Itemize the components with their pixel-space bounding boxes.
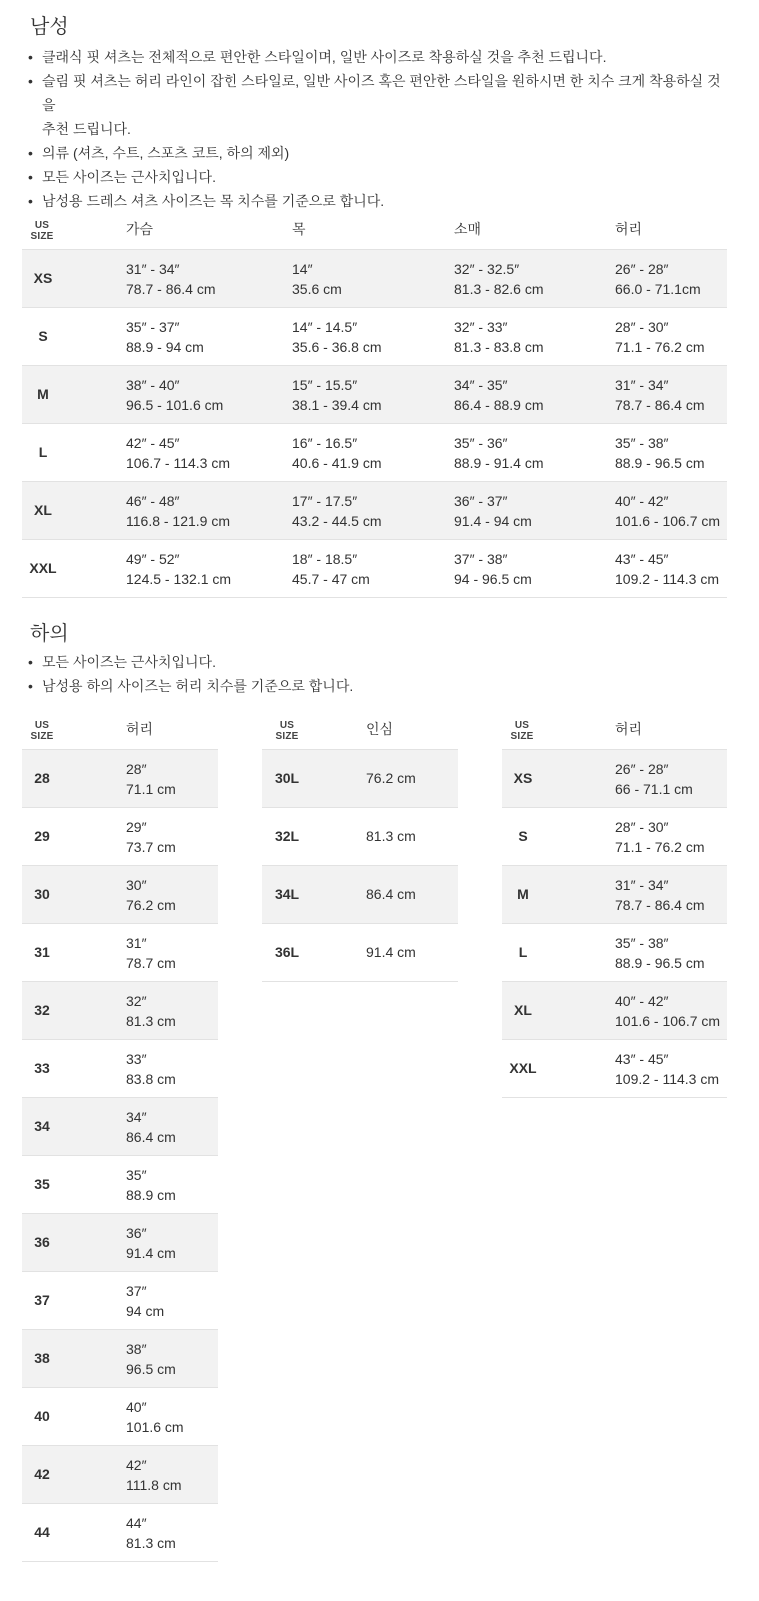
measurement-cm: 96.5 - 101.6 cm (126, 397, 224, 413)
measurement-inches: 35″ - 37″ (126, 319, 180, 335)
measurement-cm: 38.1 - 39.4 cm (292, 397, 382, 413)
waist-header: 허리 (615, 221, 643, 237)
measurement-cell (615, 549, 719, 589)
size-label: 42 (34, 1466, 50, 1482)
measurement-cell (454, 259, 544, 299)
measurement-cell (126, 1397, 184, 1437)
measurement-cm: 111.8 cm (126, 1477, 182, 1493)
measurement-inches: 29″ (126, 819, 147, 835)
table-row (502, 750, 727, 808)
size-label: 37 (34, 1292, 50, 1308)
us-size-header (22, 720, 62, 742)
bottoms-note: • 모든 사이즈는 근사치입니다. (22, 650, 722, 674)
size-label: 28 (34, 770, 50, 786)
measurement-cell (126, 1165, 176, 1205)
measurement-cell (292, 375, 382, 415)
table-row (22, 1156, 218, 1214)
measurement-cm: 124.5 - 132.1 cm (126, 571, 232, 587)
mens-note: • 의류 (셔츠, 수트, 스포츠 코트, 하의 제외) (22, 141, 722, 165)
bottoms-waist-table-body (22, 750, 218, 1562)
size-label: XXL (509, 1060, 537, 1076)
measurement-inches: 35″ (126, 1167, 147, 1183)
measurement-cm: 71.1 - 76.2 cm (615, 839, 705, 855)
measurement-inches: 42″ (126, 1457, 147, 1473)
measurement-inches: 32″ - 32.5″ (454, 261, 520, 277)
size-label: S (518, 828, 528, 844)
measurement-cm: 86.4 cm (126, 1129, 176, 1145)
size-label: S (38, 328, 48, 344)
measurement-cm: 101.6 - 106.7 cm (615, 1013, 721, 1029)
table-row (22, 924, 218, 982)
measurement-inches: 36″ (126, 1225, 147, 1241)
size-label: 36 (34, 1234, 50, 1250)
measurement-inches: 18″ - 18.5″ (292, 551, 358, 567)
sleeve-header: 소매 (454, 221, 482, 237)
table-row (22, 1446, 218, 1504)
table-row (502, 1040, 727, 1098)
measurement-inches: 35″ - 38″ (615, 935, 669, 951)
measurement-inches: 43″ - 45″ (615, 1051, 669, 1067)
mens-notes-list (22, 45, 722, 213)
size-label: 35 (34, 1176, 50, 1192)
size-label: 38 (34, 1350, 50, 1366)
measurement-inches: 28″ - 30″ (615, 319, 669, 335)
measurement-inches: 40″ - 42″ (615, 993, 669, 1009)
table-row (22, 750, 218, 808)
measurement-inches: 31″ - 34″ (126, 261, 180, 277)
measurement-inches: 32″ - 33″ (454, 319, 508, 335)
table-row (22, 1040, 218, 1098)
measurement-cell (126, 491, 230, 531)
bottoms-inseam-table-header (262, 715, 458, 750)
measurement-inches: 14″ - 14.5″ (292, 319, 358, 335)
measurement-cm: 94 cm (126, 1303, 165, 1319)
us-size-header-line1: US (34, 220, 50, 231)
bottoms-section-title: 하의 (30, 623, 69, 645)
measurement-inches: 38″ (126, 1341, 147, 1357)
measurement-cell (126, 1281, 164, 1321)
table-row (22, 424, 727, 482)
measurement-cm: 88.9 - 94 cm (126, 339, 204, 355)
us-size-header-line1: US (34, 720, 50, 731)
table-row (22, 1330, 218, 1388)
neck-header: 목 (292, 221, 306, 237)
size-label: XL (34, 502, 52, 518)
mens-section-title: 남성 (30, 16, 69, 38)
inseam-header: 인심 (366, 721, 394, 737)
measurement-cell (126, 1455, 182, 1495)
waist-header: 허리 (615, 721, 643, 737)
us-size-header-line2: SIZE (30, 231, 54, 242)
measurement-cm: 76.2 cm (126, 897, 176, 913)
measurement-cm: 78.7 - 86.4 cm (615, 397, 705, 413)
measurement-cell (126, 549, 231, 589)
table-row (502, 866, 727, 924)
table-row (22, 308, 727, 366)
measurement-inches: 35″ - 38″ (615, 435, 669, 451)
measurement-cm: 81.3 - 82.6 cm (454, 281, 544, 297)
bottoms-inseam-table-body (262, 750, 458, 982)
measurement-inches: 44″ (126, 1515, 147, 1531)
measurement-cm: 73.7 cm (126, 839, 176, 855)
measurement-cm: 106.7 - 114.3 cm (126, 455, 231, 471)
waist-header: 허리 (126, 721, 154, 737)
table-row (262, 750, 458, 808)
measurement-cell (292, 317, 382, 357)
size-label: XXL (29, 560, 57, 576)
measurement-cm: 78.7 - 86.4 cm (615, 897, 705, 913)
measurement-cm: 76.2 cm (366, 770, 416, 786)
mens-note-continued-text: 추천 드립니다. (42, 121, 131, 137)
size-label: M (37, 386, 49, 402)
measurement-cell (292, 259, 342, 299)
table-row (262, 808, 458, 866)
us-size-header (502, 720, 542, 742)
measurement-cell (615, 317, 705, 357)
measurement-inches: 40″ - 42″ (615, 493, 669, 509)
measurement-inches: 35″ - 36″ (454, 435, 508, 451)
size-label: 32L (274, 828, 300, 844)
measurement-inches: 31″ (126, 935, 147, 951)
measurement-cm: 81.3 cm (126, 1013, 176, 1029)
table-row (22, 1388, 218, 1446)
size-label: 34L (274, 886, 300, 902)
measurement-cell (454, 433, 544, 473)
measurement-cm: 35.6 - 36.8 cm (292, 339, 382, 355)
measurement-cell (126, 817, 176, 857)
measurement-cell (454, 491, 532, 531)
measurement-inches: 34″ (126, 1109, 147, 1125)
measurement-cm: 83.8 cm (126, 1071, 176, 1087)
us-size-header-line2: SIZE (510, 731, 534, 742)
measurement-inches: 43″ - 45″ (615, 551, 669, 567)
measurement-cm: 81.3 cm (126, 1535, 176, 1551)
us-size-header (267, 720, 307, 742)
measurement-inches: 32″ (126, 993, 147, 1009)
table-row (22, 540, 727, 598)
bottoms-notes-list (22, 650, 722, 698)
measurement-inches: 31″ - 34″ (615, 377, 669, 393)
measurement-inches: 28″ (126, 761, 147, 777)
us-size-header-line1: US (514, 720, 530, 731)
size-label: 30L (274, 770, 300, 786)
table-row (502, 924, 727, 982)
bottoms-waist-table (22, 715, 218, 1562)
mens-note: • 남성용 드레스 셔츠 사이즈는 목 치수를 기준으로 합니다. (22, 189, 722, 213)
size-label: 32 (34, 1002, 50, 1018)
measurement-cell (615, 375, 705, 415)
size-label: XS (33, 270, 53, 286)
measurement-cell (126, 991, 176, 1031)
measurement-cm: 71.1 - 76.2 cm (615, 339, 705, 355)
measurement-cell (615, 875, 705, 915)
measurement-inches: 30″ (126, 877, 147, 893)
measurement-cell (615, 991, 720, 1031)
measurement-inches: 16″ - 16.5″ (292, 435, 358, 451)
measurement-inches: 26″ - 28″ (615, 761, 669, 777)
mens-note-continued (22, 117, 722, 141)
table-row (502, 808, 727, 866)
measurement-cell (454, 549, 532, 589)
measurement-inches: 37″ (126, 1283, 147, 1299)
measurement-inches: 40″ (126, 1399, 147, 1415)
chest-header: 가슴 (126, 221, 154, 237)
measurement-inches: 26″ - 28″ (615, 261, 669, 277)
measurement-inches: 15″ - 15.5″ (292, 377, 358, 393)
measurement-cell (126, 759, 176, 799)
measurement-cell (292, 491, 382, 531)
measurement-cm: 109.2 - 114.3 cm (615, 1071, 720, 1087)
table-row (22, 866, 218, 924)
bottoms-alpha-table-header (502, 715, 727, 750)
measurement-cell (454, 317, 544, 357)
measurement-cell (292, 549, 370, 589)
bottoms-note: • 남성용 하의 사이즈는 허리 치수를 기준으로 합니다. (22, 674, 722, 698)
measurement-cell (126, 933, 176, 973)
measurement-inches: 49″ - 52″ (126, 551, 180, 567)
measurement-cm: 96.5 cm (126, 1361, 176, 1377)
measurement-cm: 88.9 - 91.4 cm (454, 455, 544, 471)
measurement-inches: 38″ - 40″ (126, 377, 180, 393)
table-row (262, 924, 458, 982)
measurement-cm: 66.0 - 71.1cm (615, 281, 701, 297)
measurement-inches: 14″ (292, 261, 313, 277)
measurement-cm: 116.8 - 121.9 cm (126, 513, 231, 529)
size-label: XL (514, 1002, 532, 1018)
mens-note: • 모든 사이즈는 근사치입니다. (22, 165, 722, 189)
bottoms-inseam-table (262, 715, 458, 982)
measurement-cell (126, 1339, 176, 1379)
size-label: 31 (34, 944, 50, 960)
measurement-cm: 88.9 cm (126, 1187, 176, 1203)
measurement-cell (126, 875, 176, 915)
table-row (22, 250, 727, 308)
size-label: 36L (274, 944, 300, 960)
size-label: 29 (34, 828, 50, 844)
measurement-cm: 101.6 cm (126, 1419, 184, 1435)
size-label: 30 (34, 886, 50, 902)
measurement-cm: 43.2 - 44.5 cm (292, 513, 382, 529)
mens-table-header (22, 215, 727, 250)
measurement-cell (615, 759, 693, 799)
table-row (502, 982, 727, 1040)
measurement-cm: 86.4 cm (366, 886, 416, 902)
measurement-cell (126, 1107, 176, 1147)
mens-note: • 슬림 핏 셔츠는 허리 라인이 잡힌 스타일로, 일반 사이즈 혹은 편안한 스타일을 원하시면 한 치수 크게 착용하실 것을 (22, 69, 722, 117)
measurement-cm: 101.6 - 106.7 cm (615, 513, 721, 529)
measurement-cell (126, 375, 223, 415)
measurement-cm: 94 - 96.5 cm (454, 571, 532, 587)
us-size-header-line1: US (279, 720, 295, 731)
measurement-cell (126, 317, 204, 357)
table-row (22, 1272, 218, 1330)
measurement-inches: 46″ - 48″ (126, 493, 180, 509)
measurement-cm: 109.2 - 114.3 cm (615, 571, 720, 587)
size-label: L (518, 944, 528, 960)
measurement-cm: 45.7 - 47 cm (292, 571, 370, 587)
mens-size-table (22, 215, 727, 598)
size-label: 34 (34, 1118, 50, 1134)
measurement-inches: 37″ - 38″ (454, 551, 508, 567)
mens-note: • 클래식 핏 셔츠는 전체적으로 편안한 스타일이며, 일반 사이즈로 착용하실 것을 추천 드립니다. (22, 45, 722, 69)
us-size-header-line2: SIZE (275, 731, 299, 742)
measurement-cell (126, 1223, 176, 1263)
measurement-cm: 71.1 cm (126, 781, 176, 797)
measurement-cm: 91.4 cm (126, 1245, 176, 1261)
table-row (22, 1098, 218, 1156)
measurement-inches: 34″ - 35″ (454, 377, 508, 393)
measurement-inches: 42″ - 45″ (126, 435, 180, 451)
size-label: 40 (34, 1408, 50, 1424)
measurement-inches: 17″ - 17.5″ (292, 493, 358, 509)
measurement-cell (126, 1049, 176, 1089)
table-row (22, 808, 218, 866)
measurement-cell (126, 433, 230, 473)
measurement-cm: 78.7 cm (126, 955, 176, 971)
bottoms-alpha-table-body (502, 750, 727, 1098)
table-row (22, 1214, 218, 1272)
us-size-header (22, 220, 62, 242)
measurement-cell (615, 933, 705, 973)
measurement-cell (454, 375, 544, 415)
measurement-cell (615, 817, 705, 857)
measurement-cell (615, 491, 720, 531)
measurement-cm: 35.6 cm (292, 281, 342, 297)
measurement-cm: 81.3 cm (366, 828, 416, 844)
measurement-inches: 28″ - 30″ (615, 819, 669, 835)
measurement-inches: 31″ - 34″ (615, 877, 669, 893)
bottoms-alpha-table (502, 715, 727, 1098)
measurement-cm: 66 - 71.1 cm (615, 781, 693, 797)
table-row (22, 482, 727, 540)
measurement-cell (126, 1513, 176, 1553)
measurement-cm: 78.7 - 86.4 cm (126, 281, 216, 297)
table-row (22, 366, 727, 424)
us-size-header-line2: SIZE (30, 731, 54, 742)
size-label: 44 (34, 1524, 50, 1540)
size-label: L (38, 444, 48, 460)
measurement-cell (615, 433, 705, 473)
bottoms-waist-table-header (22, 715, 218, 750)
measurement-cell (615, 1049, 719, 1089)
measurement-cm: 88.9 - 96.5 cm (615, 455, 705, 471)
measurement-cm: 86.4 - 88.9 cm (454, 397, 544, 413)
size-label: M (517, 886, 529, 902)
measurement-cell (615, 259, 701, 299)
table-row (262, 866, 458, 924)
measurement-inches: 33″ (126, 1051, 147, 1067)
measurement-cm: 91.4 cm (366, 944, 416, 960)
measurement-cell (126, 259, 216, 299)
measurement-cell (292, 433, 382, 473)
table-row (22, 1504, 218, 1562)
measurement-cm: 81.3 - 83.8 cm (454, 339, 544, 355)
size-label: 33 (34, 1060, 50, 1076)
size-label: XS (513, 770, 533, 786)
measurement-cm: 91.4 - 94 cm (454, 513, 532, 529)
measurement-cm: 40.6 - 41.9 cm (292, 455, 382, 471)
mens-table-body (22, 250, 727, 598)
measurement-cm: 88.9 - 96.5 cm (615, 955, 705, 971)
table-row (22, 982, 218, 1040)
measurement-inches: 36″ - 37″ (454, 493, 508, 509)
